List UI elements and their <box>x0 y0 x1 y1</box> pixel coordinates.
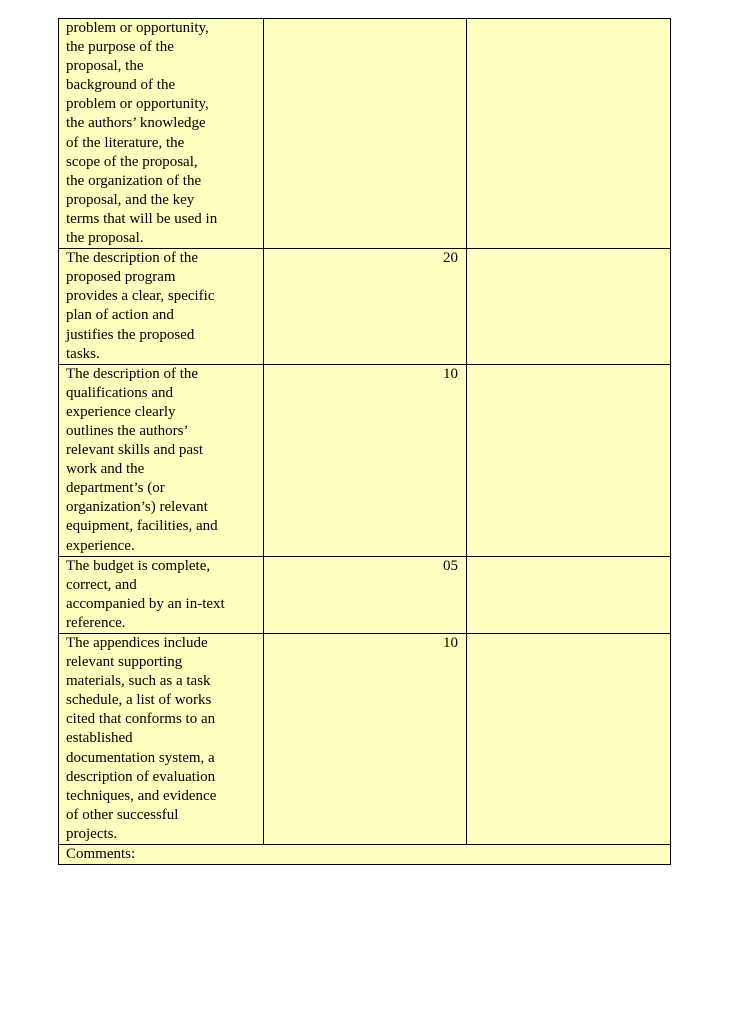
criterion-cell: problem or opportunity, the purpose of the proposal, the background of the problem or opportunity, the authors’ knowledge of the literature, the scope of the proposal, the organization of the proposal, and the key terms that will be used in the proposal. <box>59 19 264 249</box>
points-cell <box>264 19 467 249</box>
score-cell <box>467 249 671 365</box>
score-cell <box>467 634 671 845</box>
criterion-cell: The description of the qualifications and experience clearly outlines the authors’ relevant skills and past work and the department’s (or organization’s) relevant equipment, facilities, and experience. <box>59 364 264 556</box>
comments-cell: Comments: <box>59 845 671 865</box>
table-row <box>59 19 671 249</box>
table-row <box>59 634 671 845</box>
rubric-table <box>58 18 671 865</box>
points-cell: 10 <box>264 364 467 556</box>
score-cell <box>467 556 671 633</box>
score-cell <box>467 19 671 249</box>
points-cell: 10 <box>264 634 467 845</box>
comments-row <box>59 845 671 865</box>
score-cell <box>467 364 671 556</box>
points-cell: 20 <box>264 249 467 365</box>
table-row <box>59 249 671 365</box>
criterion-cell: The appendices include relevant supporting materials, such as a task schedule, a list of works cited that conforms to an established documentation system, a description of evaluation techniques, and evidence of other successful projects. <box>59 634 264 845</box>
table-row <box>59 556 671 633</box>
criterion-cell: The description of the proposed program provides a clear, specific plan of action and justifies the proposed tasks. <box>59 249 264 365</box>
table-row <box>59 364 671 556</box>
criterion-cell: The budget is complete, correct, and accompanied by an in-text reference. <box>59 556 264 633</box>
points-cell: 05 <box>264 556 467 633</box>
